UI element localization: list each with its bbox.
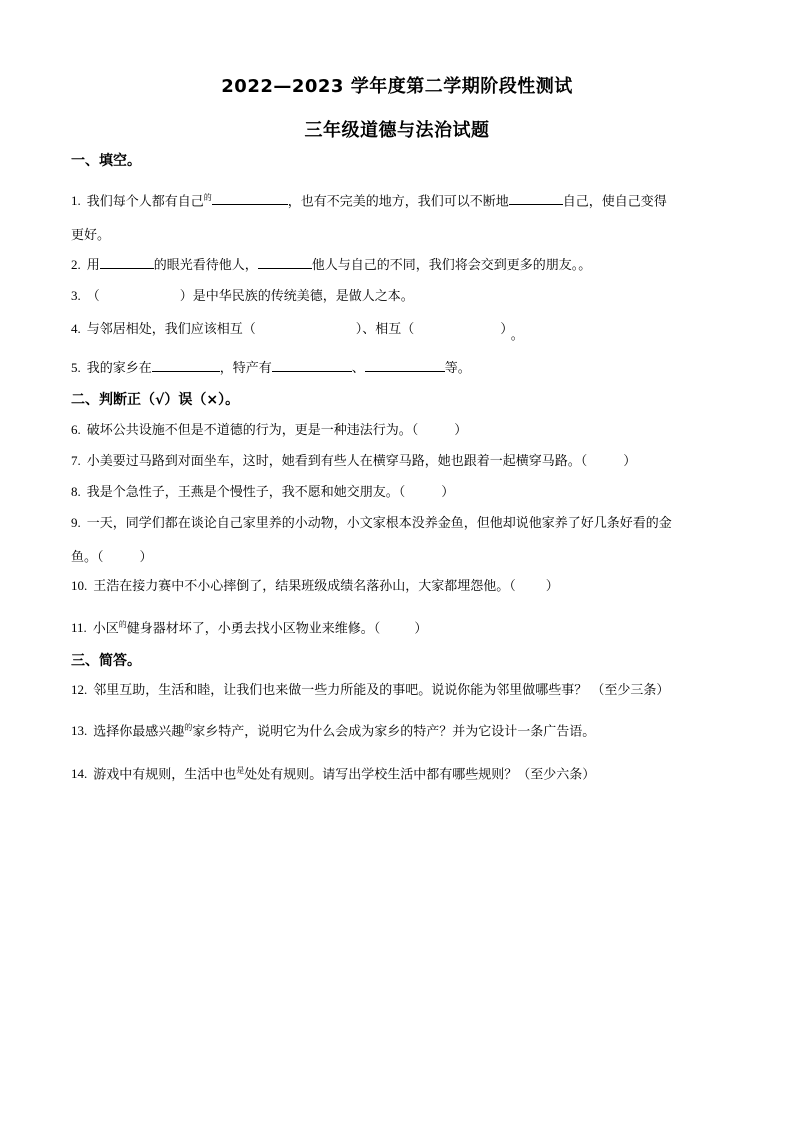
question-text: 我是个急性子，王燕是个慢性子，我不愿和她交朋友。（ [86, 485, 406, 500]
answer-blank[interactable] [272, 357, 352, 372]
section-heading-true-false: 二、判断正（√）误（×）。 [71, 392, 240, 408]
question-text: ）是中华民族的传统美德，是做人之本。 [179, 289, 414, 304]
answer-blank[interactable] [152, 357, 220, 372]
question-text: ） [139, 550, 153, 565]
question-2 [71, 248, 731, 283]
question-text: 选择你最感兴趣 [93, 724, 185, 740]
question-text: 处处有规则。请写出学校生活中都有哪些规则？（至少六条） [244, 767, 596, 783]
question-text: ） [623, 454, 637, 469]
question-text: ） [500, 322, 507, 337]
question-text: 王浩在接力赛中不小心摔倒了，结果班级成绩名落孙山，大家都埋怨他。（ [93, 579, 516, 594]
question-14 [71, 754, 731, 792]
question-text: 他人与自己的不同，我们将会交到更多的朋友。。 [311, 258, 592, 273]
answer-blank[interactable] [365, 357, 445, 372]
question-text: （ [86, 289, 100, 304]
question-text: 。 [510, 328, 524, 343]
question-10 [71, 569, 731, 604]
question-number: 3. [71, 288, 81, 303]
question-text: 自己，使自己变得 [562, 194, 667, 210]
question-text: 一天，同学们都在谈论自己家里养的小动物，小文家根本没养金鱼，但他却说他家养了好几条好看的金 [86, 516, 672, 531]
question-number: 9. [71, 515, 81, 530]
question-13 [71, 711, 731, 749]
question-12 [71, 673, 731, 708]
question-number: 13. [71, 723, 88, 739]
question-text: 家乡特产，说明它为什么会成为家乡的特产？并为它设计一条广告语。 [192, 724, 596, 740]
question-7 [71, 444, 731, 479]
question-9 [71, 506, 731, 575]
question-number: 2. [71, 257, 81, 272]
question-number: 10. [71, 578, 88, 593]
question-6 [71, 413, 731, 448]
answer-blank[interactable] [212, 190, 288, 205]
question-text-small: 的 [184, 723, 193, 732]
question-number: 6. [71, 422, 81, 437]
question-text: 鱼。（ [71, 550, 104, 565]
question-number: 1. [71, 193, 81, 209]
question-text-small: 的 [203, 193, 212, 202]
question-5 [71, 351, 731, 386]
question-number: 14. [71, 766, 88, 782]
question-text: 我们每个人都有自己 [86, 194, 204, 210]
question-1 [71, 181, 731, 253]
question-text: ） [545, 579, 559, 594]
answer-blank[interactable] [258, 254, 312, 269]
question-3 [71, 279, 731, 314]
question-text: ，也有不完美的地方，我们可以不断地 [287, 194, 509, 210]
page-title: 2022—2023 学年度第二学期阶段性测试 [221, 76, 573, 97]
question-text: 游戏中有规则，生活中也 [93, 767, 237, 783]
section-heading-fill-in: 一、填空。 [71, 153, 141, 169]
answer-blank[interactable] [100, 254, 154, 269]
question-text: 用 [86, 258, 100, 273]
question-8 [71, 475, 731, 510]
question-text-small: 是 [236, 766, 245, 775]
question-text: 等。 [444, 361, 471, 376]
question-text: ） [441, 485, 455, 500]
question-text: 、 [351, 361, 365, 376]
question-number: 7. [71, 453, 81, 468]
question-number: 12. [71, 682, 88, 697]
question-text: ） [454, 423, 468, 438]
question-text: ）、相互（ [355, 322, 415, 337]
page-subtitle: 三年级道德与法治试题 [304, 120, 490, 141]
question-text: 我的家乡在 [86, 361, 152, 376]
section-heading-short-answer: 三、简答。 [71, 653, 141, 669]
question-text: ） [414, 621, 428, 637]
question-text: 与邻居相处，我们应该相互（ [86, 322, 256, 337]
question-text: 破坏公共设施不但是不道德的行为，更是一种违法行为。（ [86, 423, 419, 438]
question-text: 小区 [92, 621, 119, 637]
question-text: 更好。 [71, 228, 111, 244]
question-number: 4. [71, 321, 81, 336]
question-text: 的眼光看待他人， [153, 258, 258, 273]
question-number: 5. [71, 360, 81, 375]
question-text: 小美要过马路到对面坐车，这时，她看到有些人在横穿马路，她也跟着一起横穿马路。（ [86, 454, 588, 469]
question-text: 邻里互助，生活和睦，让我们也来做一些力所能及的事吧。说说你能为邻里做哪些事？ （至少三条） [93, 683, 670, 698]
question-11 [71, 608, 731, 646]
question-text: 健身器材坏了，小勇去找小区物业来维修。（ [126, 621, 381, 637]
question-4 [71, 312, 731, 347]
answer-blank[interactable] [509, 190, 563, 205]
question-number: 8. [71, 484, 81, 499]
question-text: ，特产有 [219, 361, 272, 376]
question-number: 11. [71, 620, 87, 636]
question-text-small: 的 [118, 620, 127, 629]
